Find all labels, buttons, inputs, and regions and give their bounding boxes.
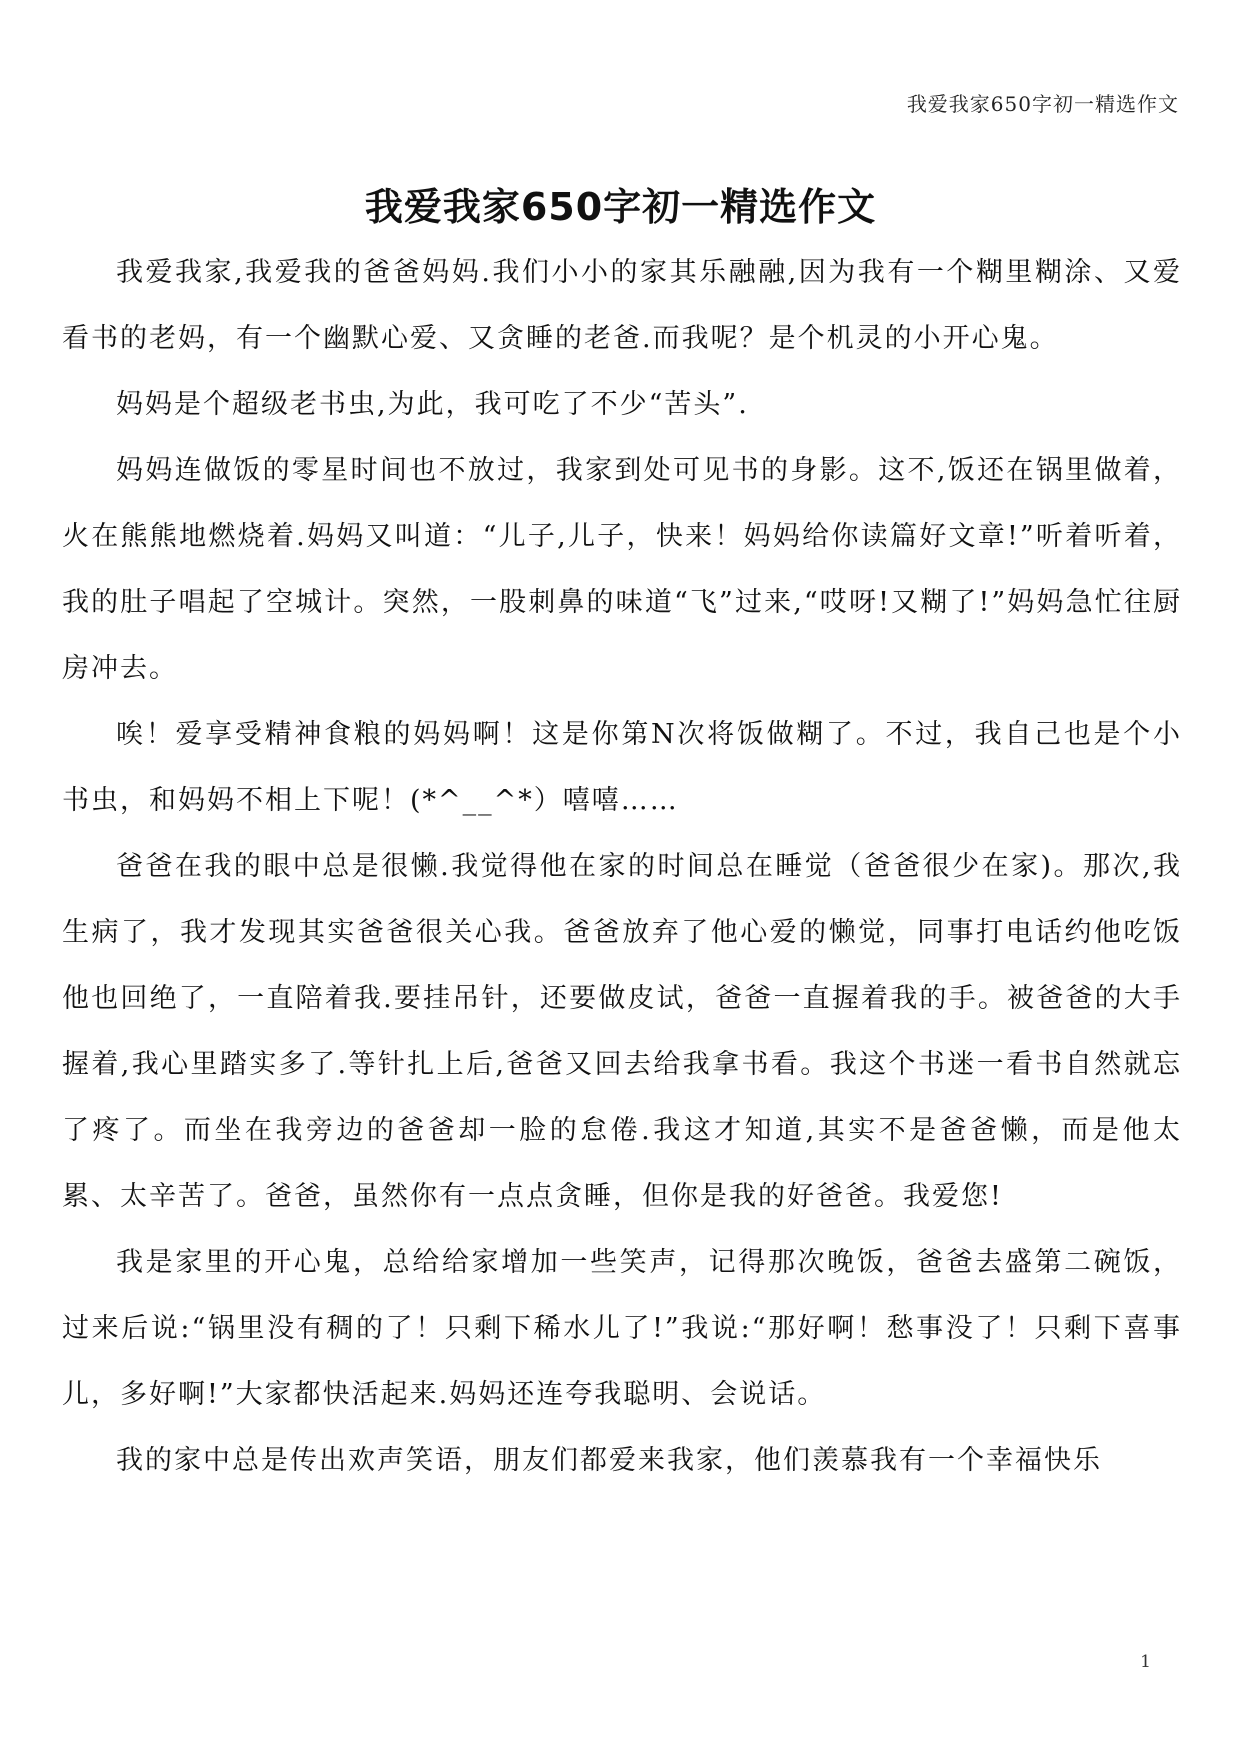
header-divider [60, 124, 1181, 125]
paragraph: 唉！爱享受精神食粮的妈妈啊！这是你第N次将饭做糊了。不过，我自己也是个小书虫，和妈妈不相上下呢！(*^__^*）嘻嘻…… [62, 719, 1182, 816]
paragraph: 爸爸在我的眼中总是很懒.我觉得他在家的时间总在睡觉（爸爸很少在家)。那次,我生病了，我才发现其实爸爸很关心我。爸爸放弃了他心爱的懒觉，同事打电话约他吃饭他也回绝了，一直陪着我.要挂吊针，还要做皮试，爸爸一直握着我的手。被爸爸的大手握着,我心里踏实多了.等针扎上后,爸爸又回去给我拿书看。我这个书迷一看书自然就忘了疼了。而坐在我旁边的爸爸却一脸的怠倦.我这才知道,其实不是爸爸懒，而是他太累、太辛苦了。爸爸，虽然你有一点点贪睡，但你是我的好爸爸。我爱您! [62, 851, 1182, 1212]
paragraph: 我爱我家,我爱我的爸爸妈妈.我们小小的家其乐融融,因为我有一个糊里糊涂、又爱看书的老妈，有一个幽默心爱、又贪睡的老爸.而我呢？是个机灵的小开心鬼。 [62, 257, 1182, 354]
document-title: 我爱我家650字初一精选作文 [364, 185, 877, 229]
paragraph: 妈妈连做饭的零星时间也不放过，我家到处可见书的身影。这不,饭还在锅里做着，火在熊熊地燃烧着.妈妈又叫道：“儿子,儿子，快来！妈妈给你读篇好文章!”听着听着，我的肚子唱起了空城计。突然，一股刺鼻的味道“飞”过来,“哎呀!又糊了!”妈妈急忙往厨房冲去。 [62, 455, 1182, 684]
running-header: 我爱我家650字初一精选作文 [906, 92, 1179, 116]
paragraph: 妈妈是个超级老书虫,为此，我可吃了不少“苦头”. [116, 389, 749, 420]
paragraph: 我的家中总是传出欢声笑语，朋友们都爱来我家，他们羡慕我有一个幸福快乐 [116, 1445, 1102, 1476]
paragraph: 我是家里的开心鬼，总给给家增加一些笑声，记得那次晚饭，爸爸去盛第二碗饭，过来后说:“锅里没有稠的了！只剩下稀水儿了!”我说:“那好啊！愁事没了！只剩下喜事儿，多好啊!”大家都快活起来.妈妈还连夸我聪明、会说话。 [62, 1247, 1182, 1410]
page-number: 1 [1140, 1652, 1151, 1672]
document-body [62, 240, 1182, 1494]
